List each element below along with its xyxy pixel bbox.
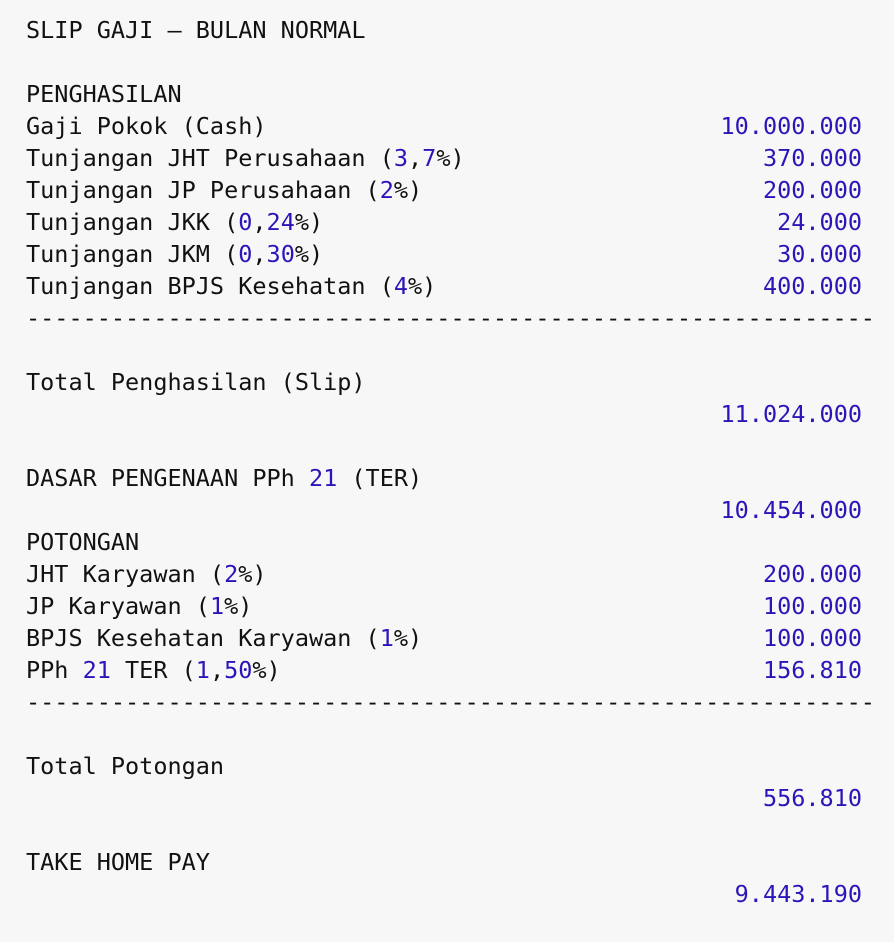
deduction-row-label	[26, 558, 267, 590]
label-number: 2	[379, 176, 394, 204]
deduction-row-label	[26, 590, 252, 622]
label-number: 1	[379, 624, 394, 652]
income-row-amount: 400.000	[762, 272, 862, 300]
label-text: Gaji Pokok (Cash)	[26, 112, 267, 140]
deduction-row-amount: 100.000	[762, 624, 862, 652]
label-text: Tunjangan JHT Perusahaan (	[26, 144, 394, 172]
label-text: %)	[252, 656, 281, 684]
label-number: 1	[195, 656, 210, 684]
deduction-row-label	[26, 654, 281, 686]
label-text: %)	[294, 208, 324, 236]
income-row-amount: 24.000	[777, 208, 862, 236]
income-list	[26, 110, 894, 302]
income-row-label	[26, 110, 267, 142]
label-number: 7	[422, 144, 437, 172]
label-number: 50	[224, 656, 253, 684]
deduction-row-label	[26, 622, 422, 654]
take-home-label: TAKE HOME PAY	[26, 848, 210, 876]
deduction-row	[26, 558, 894, 590]
label-text: JP Karyawan (	[26, 592, 210, 620]
income-row-amount: 10.000.000	[720, 112, 862, 140]
income-row-label	[26, 206, 323, 238]
label-text: ,	[252, 208, 267, 236]
tax-base-label	[26, 462, 422, 494]
deductions-list	[26, 558, 894, 686]
label-number: 30	[266, 240, 295, 268]
deductions-total-amount: 556.810	[762, 784, 862, 812]
label-text: Tunjangan JP Perusahaan (	[26, 176, 380, 204]
deduction-row	[26, 590, 894, 622]
deductions-heading: POTONGAN	[26, 528, 140, 556]
payslip	[26, 14, 894, 908]
income-row	[26, 174, 894, 206]
label-number: 4	[393, 272, 409, 300]
label-number: 0	[238, 240, 253, 268]
deductions-total-row	[26, 718, 894, 812]
label-text: %)	[224, 592, 253, 620]
label-text: %)	[393, 624, 423, 652]
tax-base-row	[26, 430, 894, 524]
label-text: ,	[209, 656, 225, 684]
income-heading: PENGHASILAN	[26, 80, 182, 108]
label-number: 21	[82, 656, 111, 684]
label-text: (TER)	[337, 464, 423, 492]
income-row-amount: 200.000	[762, 176, 862, 204]
label-text: %)	[408, 272, 437, 300]
label-number: 2	[224, 560, 239, 588]
label-text: JHT Karyawan (	[26, 560, 225, 588]
label-text: DASAR PENGENAAN PPh	[26, 464, 309, 492]
label-text: %)	[238, 560, 267, 588]
deductions-separator: ------------------------------------------------------------	[26, 688, 875, 716]
income-row-label	[26, 238, 323, 270]
label-text: Tunjangan JKK (	[26, 208, 239, 236]
label-number: 3	[393, 144, 409, 172]
income-row-label	[26, 142, 465, 174]
income-row-amount: 30.000	[777, 240, 862, 268]
income-total-amount: 11.024.000	[720, 400, 862, 428]
label-text: ,	[408, 144, 423, 172]
take-home-amount: 9.443.190	[734, 880, 862, 908]
income-row	[26, 270, 894, 302]
label-text: %)	[294, 240, 324, 268]
label-text: Tunjangan BPJS Kesehatan (	[26, 272, 394, 300]
deduction-row	[26, 622, 894, 654]
label-text: %)	[436, 144, 465, 172]
income-row	[26, 142, 894, 174]
deduction-row-amount: 100.000	[762, 592, 862, 620]
label-text: TER (	[110, 656, 196, 684]
deduction-row-amount: 200.000	[762, 560, 862, 588]
label-text: BPJS Kesehatan Karyawan (	[26, 624, 380, 652]
label-number: 24	[266, 208, 295, 236]
label-number: 1	[209, 592, 225, 620]
income-row-amount: 370.000	[762, 144, 862, 172]
slip-title: SLIP GAJI — BULAN NORMAL	[26, 16, 366, 44]
label-text: PPh	[26, 656, 83, 684]
tax-base-amount: 10.454.000	[720, 496, 862, 524]
income-row	[26, 206, 894, 238]
label-text: ,	[252, 240, 267, 268]
deduction-row	[26, 654, 894, 686]
deduction-row-amount: 156.810	[762, 656, 862, 684]
income-row-label	[26, 270, 436, 302]
income-separator: ------------------------------------------------------------	[26, 304, 875, 332]
income-row-label	[26, 174, 422, 206]
income-total-row	[26, 334, 894, 428]
label-text: Tunjangan JKM (	[26, 240, 239, 268]
deductions-total-label: Total Potongan	[26, 752, 225, 780]
take-home-row	[26, 814, 894, 908]
label-text: %)	[393, 176, 423, 204]
income-total-label: Total Penghasilan (Slip)	[26, 368, 366, 396]
income-row	[26, 238, 894, 270]
label-number: 0	[238, 208, 253, 236]
label-number: 21	[308, 464, 338, 492]
income-row	[26, 110, 894, 142]
